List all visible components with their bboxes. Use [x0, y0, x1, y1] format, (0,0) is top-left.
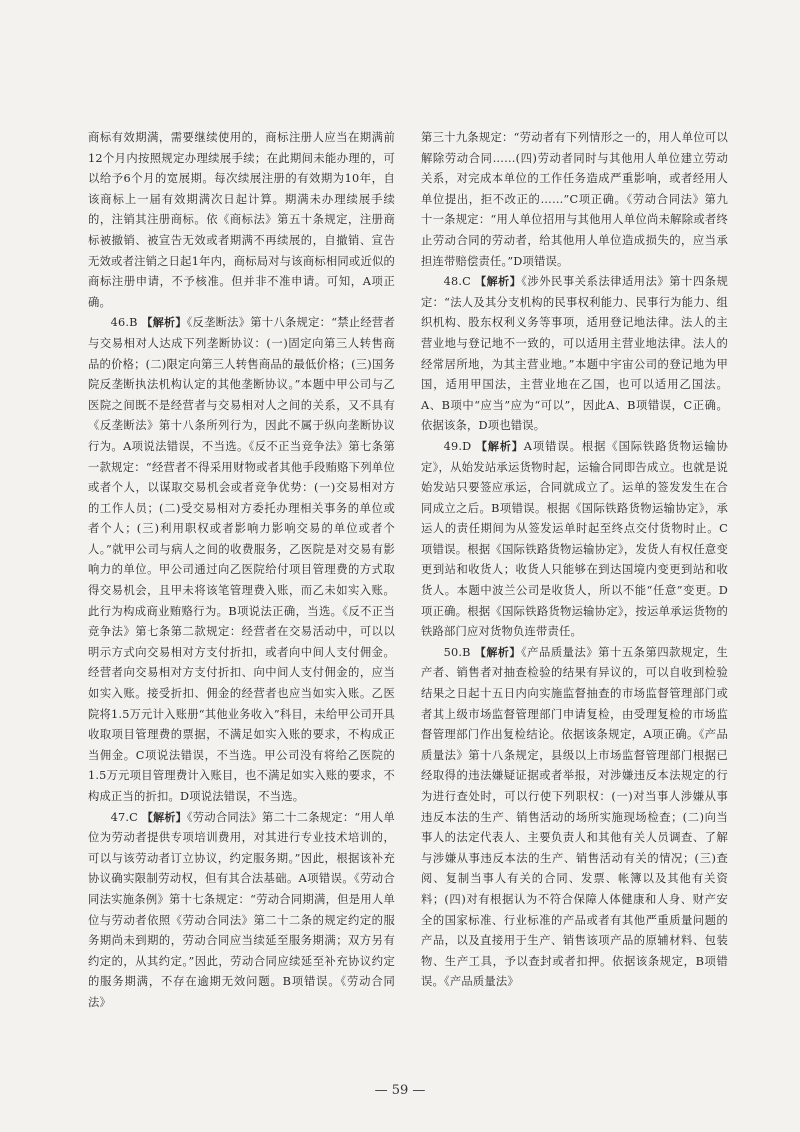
analysis-tag: 【解析】 — [474, 645, 521, 659]
paragraph-continued: 第三十九条规定：“劳动者有下列情形之一的，用人单位可以解除劳动合同……(四)劳动者同时与其他用人单位建立劳动关系，对完成本单位的工作任务造成严重影响，或者经用人单位提出，拒不改正的……”C项正确。《劳动合同法》第九十一条规定：“用人单位招用与其他用人单位尚未解除或者终止劳动合同的劳动者，给其他用人单位造成损失的，应当承担连带赔偿责任。”D项错误。 — [421, 131, 728, 268]
answer-text: 《劳动合同法》第二十二条规定：“用人单位为劳动者提供专项培训费用，对其进行专业技术培训的，可以与该劳动者订立协议，约定服务期。”因此，根据该补充协议确实限制劳动权，但有其合法基础。A项错误。《劳动合同法实施条例》第十七条规定：“劳动合同期满，但是用人单位与劳动者依照《劳动合同法》第二十二条的规定约定的服务期尚未到期的，劳动合同应当续延至服务期满；双方另有约定的，从其约定。”因此，劳动合同应续延至补充协议约定的服务期满，不存在逾期无效问题。B项错误。《劳动合同法》 — [88, 810, 395, 1009]
answer-number: 48.C — [443, 275, 472, 289]
left-column — [88, 128, 395, 1014]
analysis-tag: 【解析】 — [141, 316, 187, 330]
answer-page — [88, 128, 728, 1058]
answer-47 — [88, 808, 395, 1014]
answer-46 — [88, 313, 395, 807]
answer-text: A项错误。根据《国际铁路货物运输协定》，从始发站承运货物时起，运输合同即告成立。也就是说始发站只要签应承运，合同就成立了。运单的签发发生在合同成立之后。B项错误。根据《国际铁路货物运输协定》，承运人的责任期间为从签发运单时起至终点交付货物时止。C项错误。根据《国际铁路货物运输协定》，发货人有权任意变更到站和收货人；收货人只能够在到达国境内变更到站和收货人。本题中波兰公司是收货人，所以不能“任意”变更。D项正确。根据《国际铁路货物运输协定》，按运单承运货物的铁路部门应对货物负连带责任。 — [421, 439, 729, 639]
answer-text: 《产品质量法》第十五条第四款规定，生产者、销售者对抽查检验的结果有异议的，可以自收到检验结果之日起十五日内向实施监督抽查的市场监督管理部门或者其上级市场监督管理部门申请复检，由受理复检的市场监督管理部门作出复检结论。依据该条规定，A项正确。《产品质量法》第十八条规定，县级以上市场监督管理部门根据已经取得的违法嫌疑证据或者举报，对涉嫌违反本法规定的行为进行查处时，可以行使下列职权：(一)对当事人涉嫌从事违反本法的生产、销售活动的场所实施现场检查；(二)向当事人的法定代表人、主要负责人和其他有关人员调查、了解与涉嫌从事违反本法的生产、销售活动有关的情况；(三)查阅、复制当事人有关的合同、发票、帐簿以及其他有关资料；(四)对有根据认为不符合保障人体健康和人身、财产安全的国家标准、行业标准的产品或者有其他严重质量问题的产品，以及直接用于生产、销售该项产品的原辅材料、包装物、生产工具，予以查封或者扣押。依据该条规定，B项错误。《产品质量法》 — [421, 645, 728, 989]
answer-number: 46.B — [110, 316, 138, 330]
analysis-tag: 【解析】 — [475, 275, 522, 289]
right-column — [421, 128, 728, 993]
analysis-tag: 【解析】 — [475, 439, 524, 453]
answer-49 — [421, 437, 728, 643]
answer-number: 47.C — [110, 810, 139, 824]
answer-number: 50.B — [443, 645, 471, 659]
answer-number: 49.D — [443, 439, 472, 453]
answer-48 — [421, 272, 728, 437]
answer-text: 《涉外民事关系法律适用法》第十四条规定：“法人及其分支机构的民事权利能力、民事行为能力、组织机构、股东权利义务等事项，适用登记地法律。法人的主营业地与登记地不一致的，可以适用主营业地法律。法人的经常居所地，为其主营业地。”本题中宇宙公司的登记地为甲国，适用甲国法，主营业地在乙国，也可以适用乙国法。A、B项中“应当”应为“可以”，因此A、B项错误，C正确。依据该条，D项也错误。 — [421, 275, 728, 433]
answer-50 — [421, 643, 728, 993]
paragraph-continued: 商标有效期满，需要继续使用的，商标注册人应当在期满前12个月内按照规定办理续展手续；在此期间未能办理的，可以给予6个月的宽展期。每次续展注册的有效期为10年，自该商标上一届有效期满次日起计算。期满未办理续展手续的，注销其注册商标。依《商标法》第五十条规定，注册商标被撤销、被宣告无效或者期满不再续展的，自撤销、宣告无效或者注销之日起1年内，商标局对与该商标相同或近似的商标注册申请，不予核准。但并非不准申请。可知，A项正确。 — [88, 131, 395, 309]
page-number: — 59 — — [374, 1083, 426, 1098]
answer-text: 《反垄断法》第十八条规定：“禁止经营者与交易相对人达成下列垄断协议：(一)固定向第三人转售商品的价格；(二)限定向第三人转售商品的最低价格；(三)国务院反垄断执法机构认定的其他垄断协议。”本题中甲公司与乙医院之间既不是经营者与交易相对人之间的关系，又不具有《反垄断法》第十八条所列行为，因此不属于纵向垄断协议行为。A项说法错误，不当选。《反不正当竞争法》第七条第一款规定：“经营者不得采用财物或者其他手段贿赂下列单位或者个人，以谋取交易机会或者竞争优势：(一)交易相对方的工作人员；(二)受交易相对方委托办理相关事务的单位或者个人；(三)利用职权或者影响力影响交易的单位或者个人。”就甲公司与病人之间的收费服务，乙医院是对交易有影响力的单位。甲公司通过向乙医院给付项目管理费的方式取得交易机会，且甲未将该笔管理费入账，而乙未如实入账。此行为构成商业贿赂行为。B项说法正确，当选。《反不正当竞争法》第七条第二款规定：经营者在交易活动中，可以以明示方式向交易相对方支付折扣，或者向中间人支付佣金。经营者向交易相对方支付折扣、向中间人支付佣金的，应当如实入账。接受折扣、佣金的经营者也应当如实入账。乙医院将1.5万元计入账册“其他业务收入”科目，未给甲公司开具收取项目管理费的票据，不满足如实入账的要求，不构成正当佣金。C项说法错误，不当选。甲公司没有将给乙医院的1.5万元项目管理费计入账目，也不满足如实入账的要求，不构成正当的折扣。D项说法错误，不当选。 — [88, 316, 395, 803]
analysis-tag: 【解析】 — [141, 810, 187, 824]
